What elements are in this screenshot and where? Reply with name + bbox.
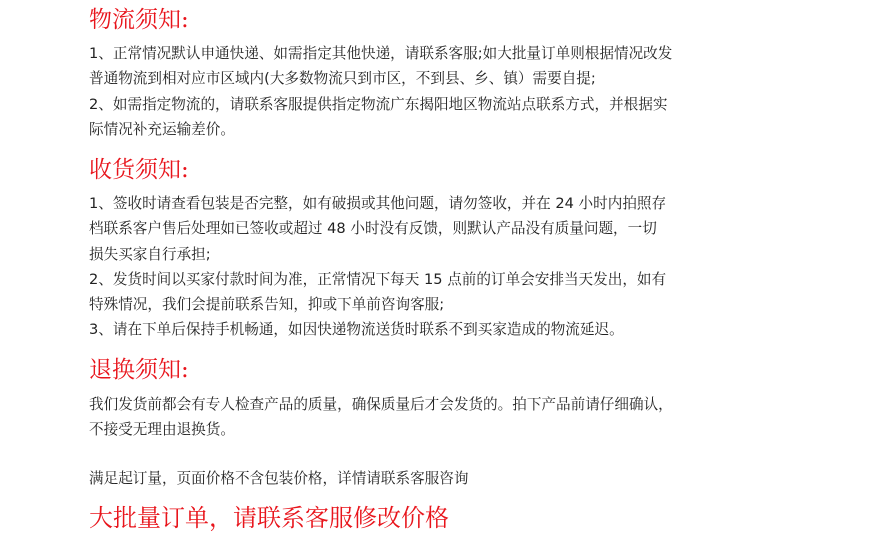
receiving-line-5: 特殊情况，我们会提前联系告知，抑或下单前咨询客服; [89,296,445,314]
receiving-line-2: 档联系客户售后处理如已签收或超过 48 小时没有反馈，则默认产品没有质量问题，一切 [89,220,657,238]
logistics-line-3: 2、如需指定物流的，请联系客服提供指定物流广东揭阳地区物流站点联系方式，并根据实 [89,95,668,113]
returns-line-2: 不接受无理由退换货。 [89,421,235,439]
moq-note: 满足起订量，页面价格不含包装价格，详情请联系客服咨询 [89,470,469,487]
receiving-line-6: 3、请在下单后保持手机畅通，如因快递物流送货时联系不到买家造成的物流延迟。 [89,321,624,339]
returns-notice-heading: 退换须知: [89,357,189,383]
receiving-line-1: 1、签收时请查看包装是否完整，如有破损或其他问题，请勿签收，并在 24 小时内拍照存 [89,195,667,212]
logistics-notice-heading: 物流须知: [89,7,189,33]
bulk-order-notice: 大批量订单，请联系客服修改价格 [89,504,449,532]
returns-line-1: 我们发货前都会有专人检查产品的质量，确保质量后才会发货的。拍下产品前请仔细确认， [89,396,673,413]
logistics-line-4: 际情况补充运输差价。 [89,120,235,138]
logistics-line-2: 普通物流到相对应市区域内(大多数物流只到市区，不到县、乡、镇）需要自提; [89,70,596,88]
returns-notice-text [89,392,779,443]
receiving-notice-text [89,191,779,343]
receiving-notice-heading: 收货须知: [89,157,189,183]
logistics-line-1: 1、正常情况默认申通快递、如需指定其他快递，请联系客服;如大批量订单则根据情况改发 [89,45,673,62]
logistics-notice-text [89,41,779,142]
receiving-line-3: 损失买家自行承担; [89,245,211,263]
receiving-line-4: 2、发货时间以买家付款时间为准，正常情况下每天 15 点前的订单会安排当天发出，如有 [89,270,667,288]
